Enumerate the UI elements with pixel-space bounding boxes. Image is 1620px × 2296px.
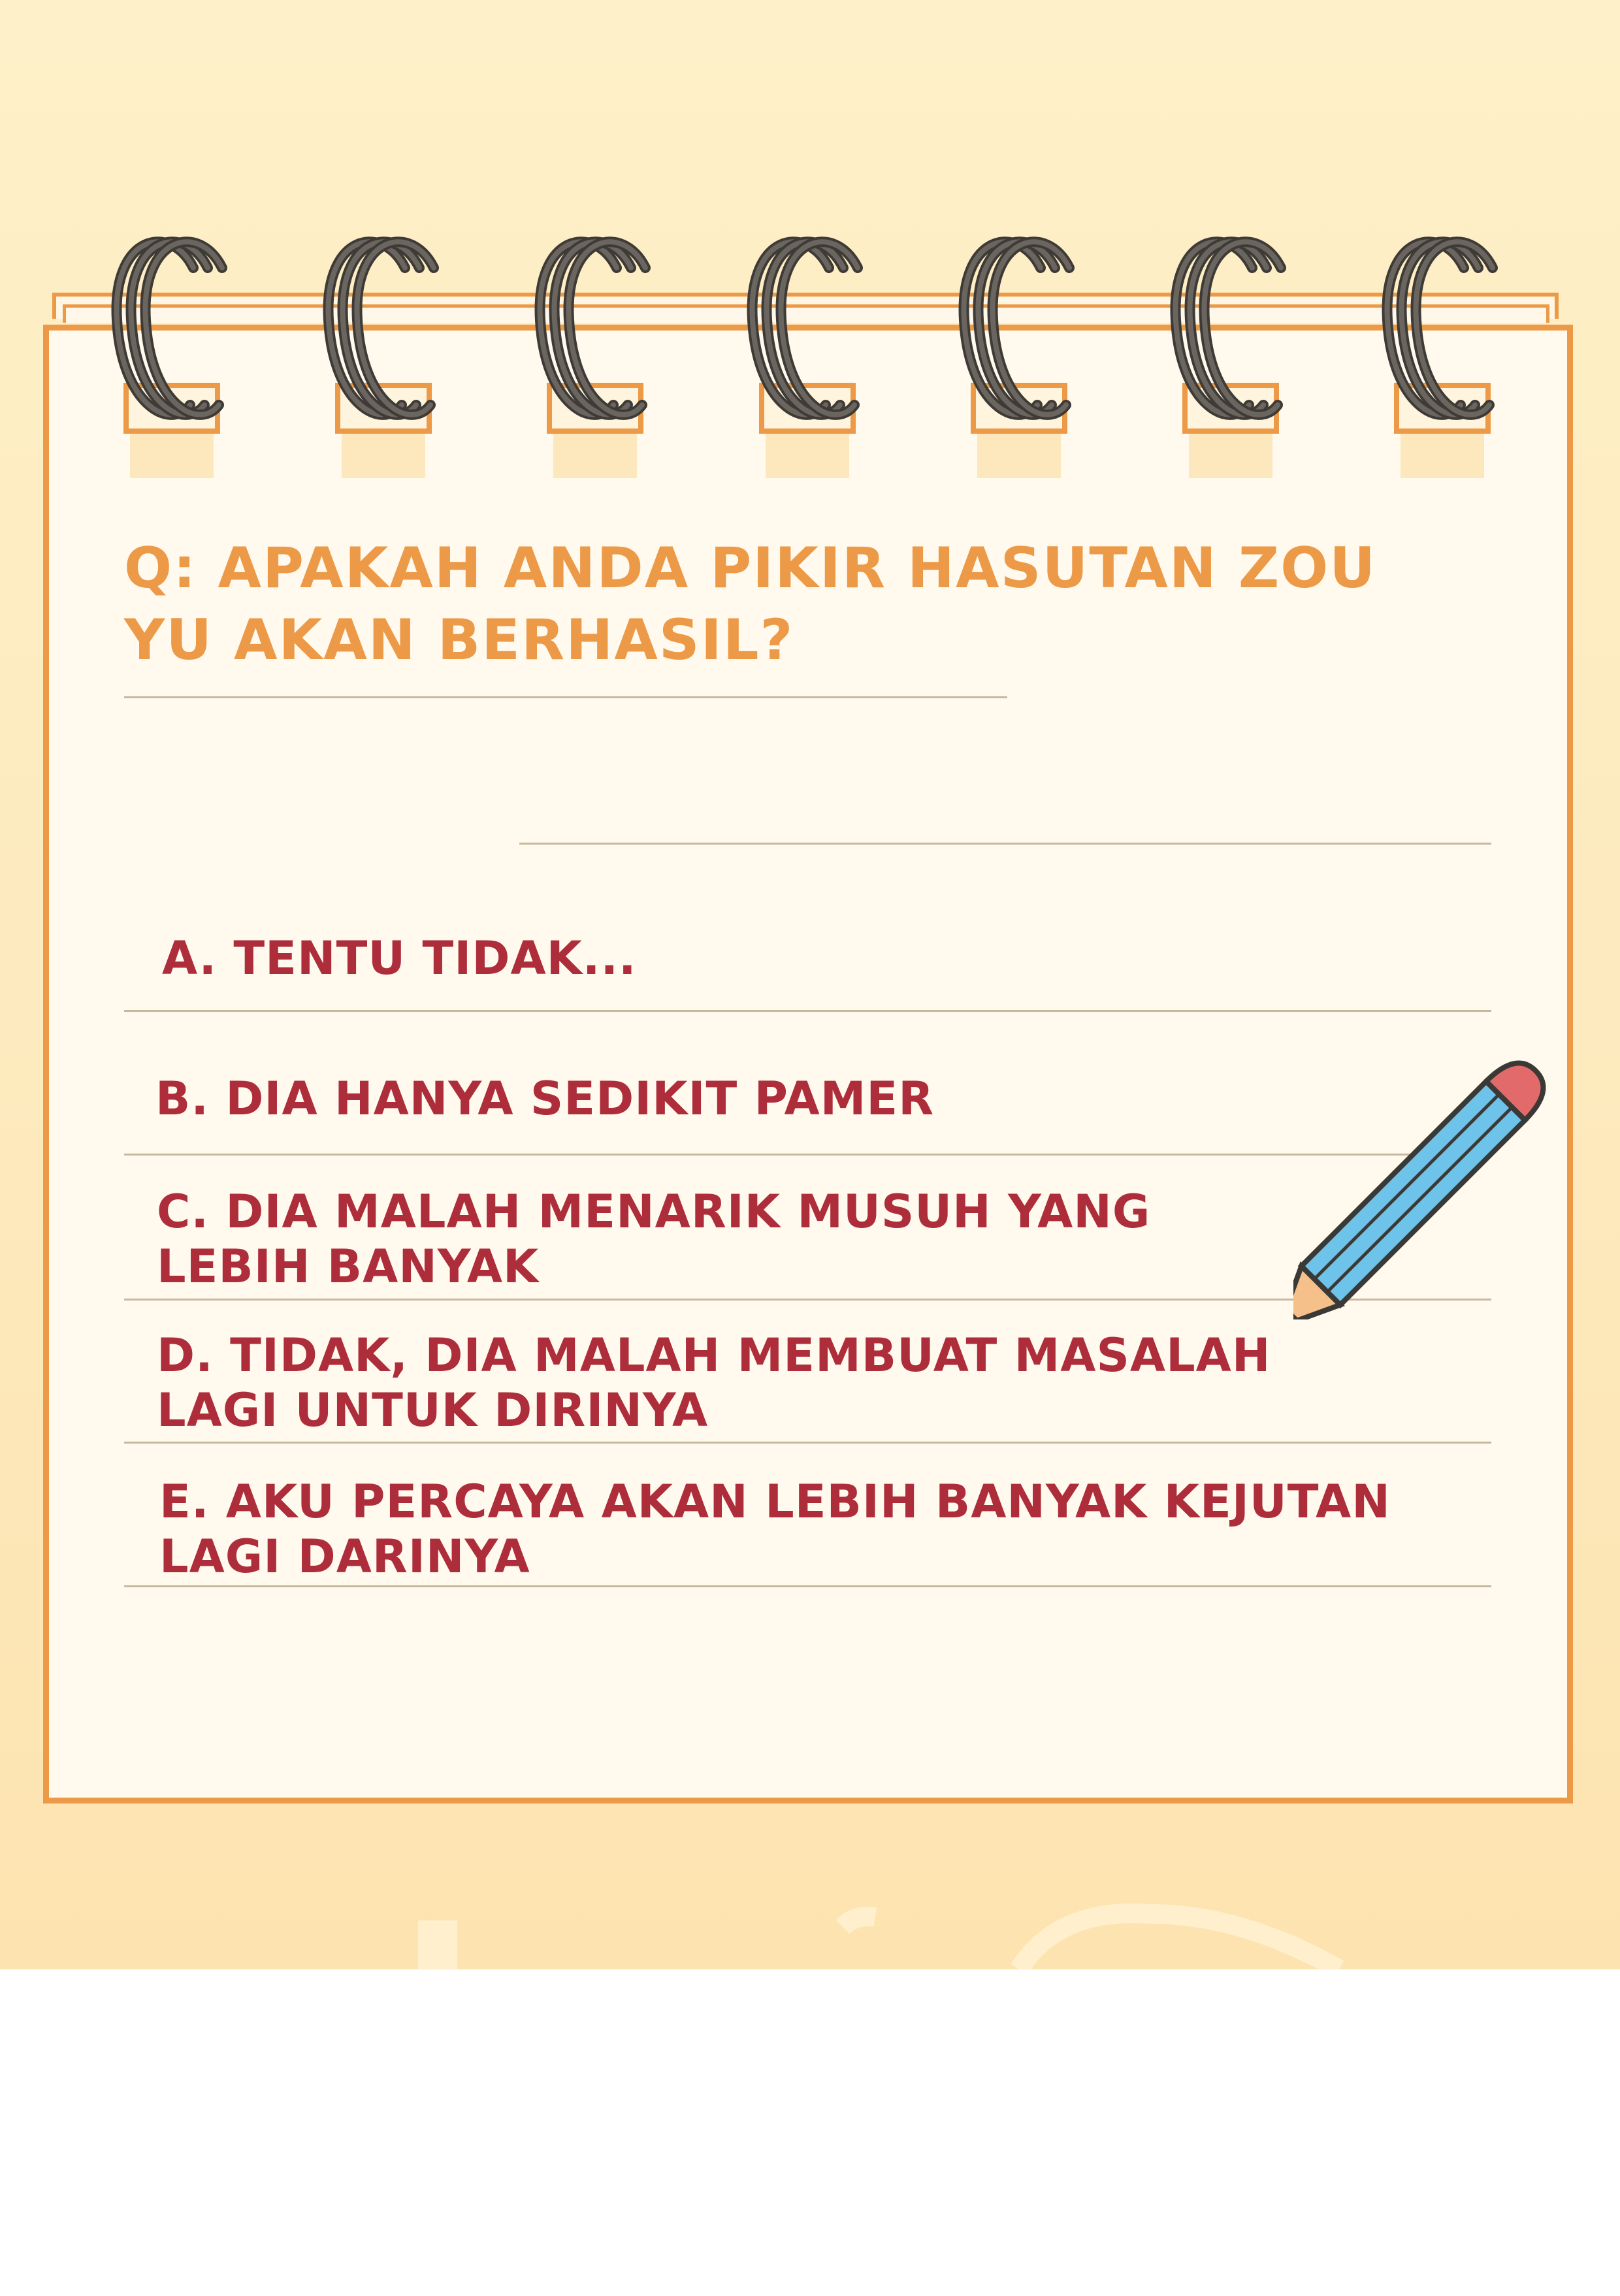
option-a[interactable]: A. TENTU TIDAK... xyxy=(162,931,637,985)
question-title: Q: APAKAH ANDA PIKIR HASUTAN ZOU YU AKAN BERHASIL? xyxy=(124,536,1377,673)
answer-line xyxy=(519,843,1491,845)
notebook-middle-sheet xyxy=(63,304,1549,323)
option-c-underline xyxy=(124,1299,1491,1301)
option-b[interactable]: B. DIA HANYA SEDIKIT PAMER xyxy=(155,1072,935,1125)
option-b-underline xyxy=(124,1154,1491,1156)
option-e-underline xyxy=(124,1585,1491,1587)
pencil-icon xyxy=(1293,993,1607,1319)
question-underline xyxy=(124,696,1007,698)
option-d[interactable]: D. TIDAK, DIA MALAH MEMBUAT MASALAH LAGI UNTUK DIRINYA xyxy=(157,1329,1271,1437)
option-d-underline xyxy=(124,1442,1491,1444)
option-c[interactable]: C. DIA MALAH MENARIK MUSUH YANG LEBIH BANYAK xyxy=(157,1185,1151,1293)
option-a-underline xyxy=(124,1010,1491,1012)
option-e[interactable]: E. AKU PERCAYA AKAN LEBIH BANYAK KEJUTAN LAGI DARINYA xyxy=(159,1475,1391,1583)
